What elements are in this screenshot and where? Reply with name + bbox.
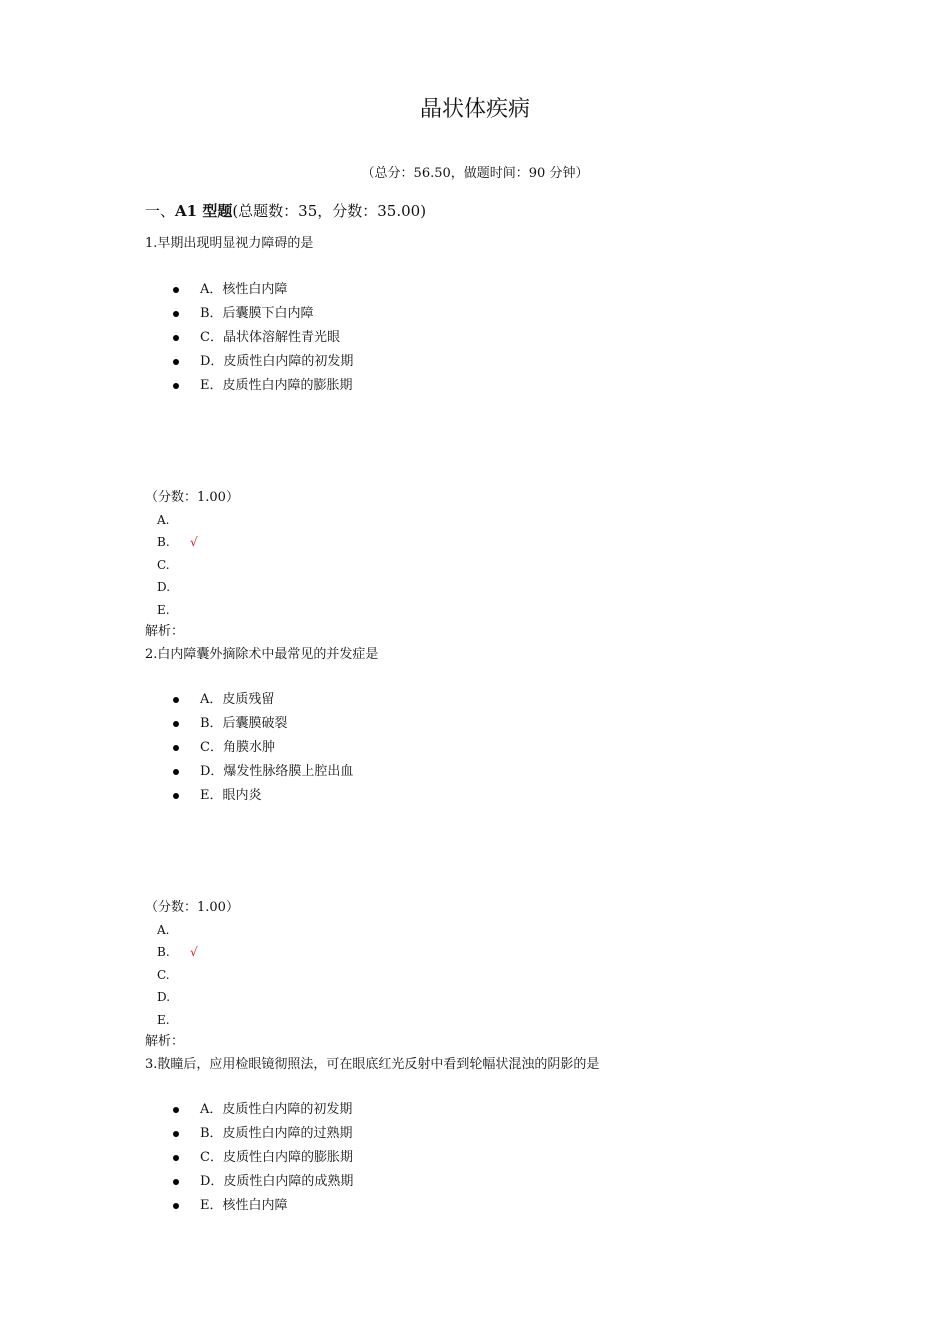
option-text: B．后囊膜下白内障 bbox=[200, 306, 314, 321]
question-score-1: （分数：1.00） bbox=[145, 490, 239, 505]
answer-letter: E. bbox=[157, 602, 170, 617]
bullet-icon bbox=[173, 1107, 179, 1113]
option-item[interactable] bbox=[170, 374, 353, 398]
option-text: D．皮质性白内障的初发期 bbox=[200, 354, 354, 369]
section-prefix: 一、 bbox=[145, 202, 176, 220]
option-text: A．核性白内障 bbox=[200, 282, 288, 297]
bullet-icon bbox=[173, 697, 179, 703]
explanation-label-2: 解析： bbox=[145, 1034, 185, 1049]
option-list-3 bbox=[170, 1098, 353, 1218]
bullet-icon bbox=[173, 745, 179, 751]
option-text: C．角膜水肿 bbox=[200, 740, 275, 755]
option-text: E．核性白内障 bbox=[200, 1198, 288, 1213]
option-item[interactable] bbox=[170, 712, 353, 736]
answer-letter: D. bbox=[157, 580, 171, 595]
option-text: C．晶状体溶解性青光眼 bbox=[200, 330, 340, 345]
answer-letter: B. bbox=[157, 535, 170, 550]
option-item[interactable] bbox=[170, 302, 353, 326]
option-text: D．爆发性脉络膜上腔出血 bbox=[200, 764, 354, 779]
answer-item bbox=[157, 919, 170, 941]
answer-letter: B. bbox=[157, 945, 170, 960]
answer-item bbox=[157, 509, 170, 531]
option-item[interactable] bbox=[170, 326, 353, 350]
option-text: E．皮质性白内障的膨胀期 bbox=[200, 378, 353, 393]
option-item[interactable] bbox=[170, 784, 353, 808]
document-title: 晶状体疾病 bbox=[419, 97, 530, 122]
bullet-icon bbox=[173, 1131, 179, 1137]
answer-item bbox=[157, 986, 170, 1008]
option-item[interactable] bbox=[170, 1122, 353, 1146]
section-heading bbox=[145, 201, 426, 221]
answer-item bbox=[157, 554, 170, 576]
option-item[interactable] bbox=[170, 760, 353, 784]
option-text: E．眼内炎 bbox=[200, 788, 262, 803]
section-name: A1 型题 bbox=[175, 202, 233, 220]
option-text: A．皮质性白内障的初发期 bbox=[200, 1102, 353, 1117]
answer-letter: E. bbox=[157, 1012, 170, 1027]
bullet-icon bbox=[173, 769, 179, 775]
bullet-icon bbox=[173, 1155, 179, 1161]
option-item[interactable] bbox=[170, 736, 353, 760]
bullet-icon bbox=[173, 335, 179, 341]
bullet-icon bbox=[173, 359, 179, 365]
option-text: D．皮质性白内障的成熟期 bbox=[200, 1174, 354, 1189]
answer-item bbox=[157, 576, 170, 598]
answer-letter: A. bbox=[157, 923, 170, 937]
answer-item bbox=[157, 941, 198, 963]
option-item[interactable] bbox=[170, 1194, 353, 1218]
answer-letter: A. bbox=[157, 513, 170, 527]
bullet-icon bbox=[173, 793, 179, 799]
question-stem-2: 2.白内障囊外摘除术中最常见的并发症是 bbox=[145, 647, 379, 662]
answer-item bbox=[157, 1009, 170, 1031]
bullet-icon bbox=[173, 1179, 179, 1185]
answer-item bbox=[157, 964, 170, 986]
question-stem-1: 1.早期出现明显视力障碍的是 bbox=[145, 236, 314, 251]
answer-item bbox=[157, 599, 170, 621]
explanation-label-1: 解析： bbox=[145, 624, 185, 639]
checkmark-icon: √ bbox=[190, 945, 198, 960]
section-detail: (总题数：35，分数：35.00) bbox=[232, 202, 427, 220]
question-stem-3: 3.散瞳后，应用检眼镜彻照法，可在眼底红光反射中看到轮幅状混浊的阴影的是 bbox=[145, 1057, 600, 1072]
bullet-icon bbox=[173, 287, 179, 293]
bullet-icon bbox=[173, 1203, 179, 1209]
bullet-icon bbox=[173, 311, 179, 317]
exam-meta-text: （总分：56.50，做题时间：90 分钟） bbox=[361, 166, 589, 181]
option-text: B．后囊膜破裂 bbox=[200, 716, 288, 731]
option-item[interactable] bbox=[170, 1146, 353, 1170]
answer-list-2 bbox=[157, 919, 198, 1031]
option-text: C．皮质性白内障的膨胀期 bbox=[200, 1150, 353, 1165]
checkmark-icon: √ bbox=[190, 535, 198, 550]
bullet-icon bbox=[173, 721, 179, 727]
option-item[interactable] bbox=[170, 1170, 353, 1194]
option-item[interactable] bbox=[170, 1098, 353, 1122]
answer-letter: C. bbox=[157, 557, 170, 572]
answer-letter: C. bbox=[157, 967, 170, 982]
option-list-1 bbox=[170, 278, 353, 398]
answer-list-1 bbox=[157, 509, 198, 621]
option-list-2 bbox=[170, 688, 353, 808]
answer-letter: D. bbox=[157, 990, 171, 1005]
option-text: A．皮质残留 bbox=[200, 692, 275, 707]
option-item[interactable] bbox=[170, 688, 353, 712]
option-item[interactable] bbox=[170, 350, 353, 374]
answer-item bbox=[157, 531, 198, 553]
question-score-2: （分数：1.00） bbox=[145, 900, 239, 915]
exam-meta bbox=[0, 165, 950, 183]
option-item[interactable] bbox=[170, 278, 353, 302]
bullet-icon bbox=[173, 383, 179, 389]
option-text: B．皮质性白内障的过熟期 bbox=[200, 1126, 353, 1141]
